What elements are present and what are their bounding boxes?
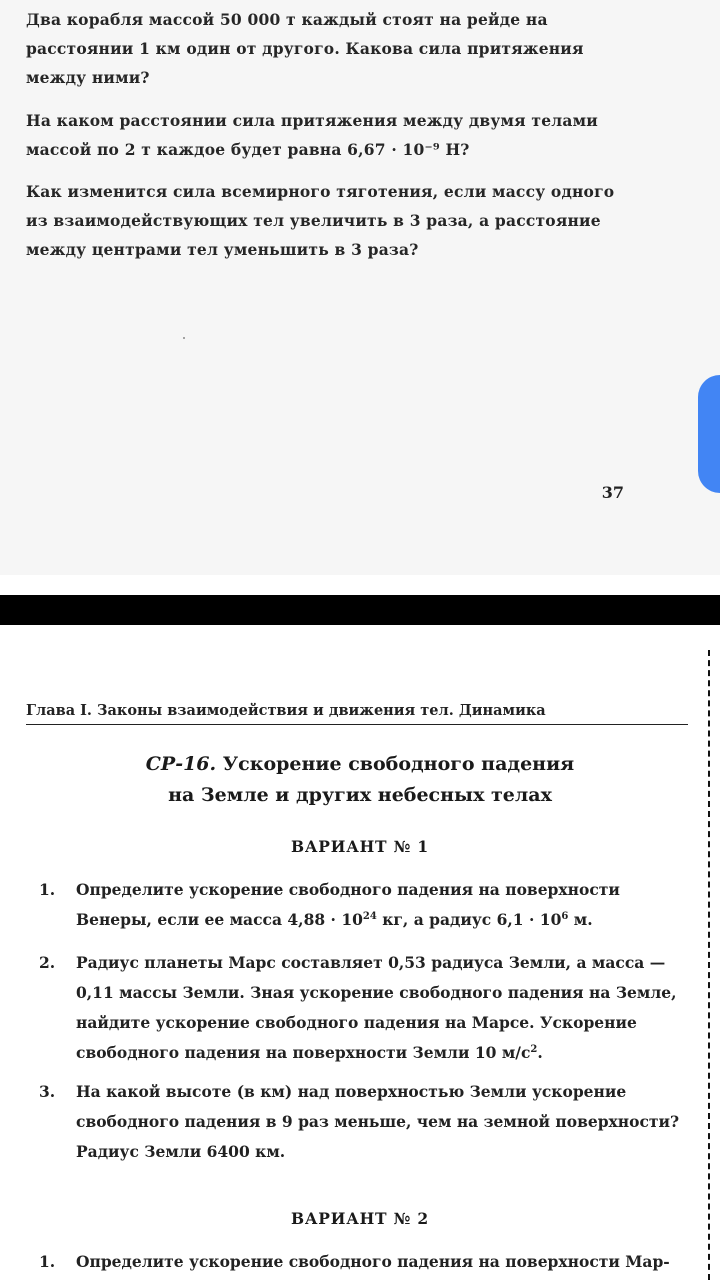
problem-distance xyxy=(26,106,636,164)
speck xyxy=(183,337,185,339)
variant-1-heading: ВАРИАНТ № 1 xyxy=(290,837,430,856)
item-text: На какой высоте (в км) над поверхностью Земли ускорение свободного падения в 9 раз меньше, чем на земной поверхности? Радиус Земли 6400 км. xyxy=(76,1082,680,1161)
problem-text: Два корабля массой 50 000 т каждый стоят на рейде на расстоянии 1 км один от другого. Какова сила притяжения между ними? xyxy=(26,10,584,87)
page-gap xyxy=(0,575,720,595)
item-text: Радиус планеты Марс составляет 0,53 радиуса Земли, а масса — 0,11 массы Земли. Зная ускорение свободного падения на Земле, найдите ускорение свободного падения на Марсе. Ускорение свободного падения на поверхности Земли 10 $м/с^2$. xyxy=(76,953,677,1062)
chapter-header: Глава I. Законы взаимодействия и движения тел. Динамика xyxy=(26,702,688,725)
problem-gravity-change xyxy=(26,177,636,264)
upper-page xyxy=(0,0,720,575)
title-text: Ускорение свободного падения xyxy=(222,753,575,775)
page-title-line2: на Земле и других небесных телах xyxy=(168,784,552,806)
problem-text: На каком расстоянии сила притяжения между двумя телами массой по 2 т каждое будет равна 6,67 · 10⁻⁹ Н? xyxy=(26,111,598,159)
problem-ships xyxy=(26,5,636,92)
page-number: 37 xyxy=(601,483,624,502)
page-title-line1 xyxy=(0,748,720,781)
item-number: 3. xyxy=(39,1082,56,1101)
item-number: 1. xyxy=(39,880,56,899)
item-text: Определите ускорение свободного падения на поверхности Венеры, если ее масса $4,88 \cdot 10^{24}$ кг, а радиус $6,1 \cdot 10^6$ м. xyxy=(76,880,620,929)
side-scroll-tab[interactable] xyxy=(698,375,720,493)
title-code: СР-16. xyxy=(145,753,217,775)
page-separator-bar xyxy=(0,595,720,625)
item-number: 2. xyxy=(39,953,56,972)
item-number: 1. xyxy=(39,1252,56,1271)
problem-text: Как изменится сила всемирного тяготения, если массу одного из взаимодействующих тел увеличить в 3 раза, а расстояние между центрами тел уменьшить в 3 раза? xyxy=(26,182,615,259)
item-text: Определите ускорение свободного падения на поверхности Мар- xyxy=(76,1252,670,1271)
variant-2-heading: ВАРИАНТ № 2 xyxy=(290,1209,430,1228)
page-edge-dashed-line xyxy=(708,650,710,1280)
